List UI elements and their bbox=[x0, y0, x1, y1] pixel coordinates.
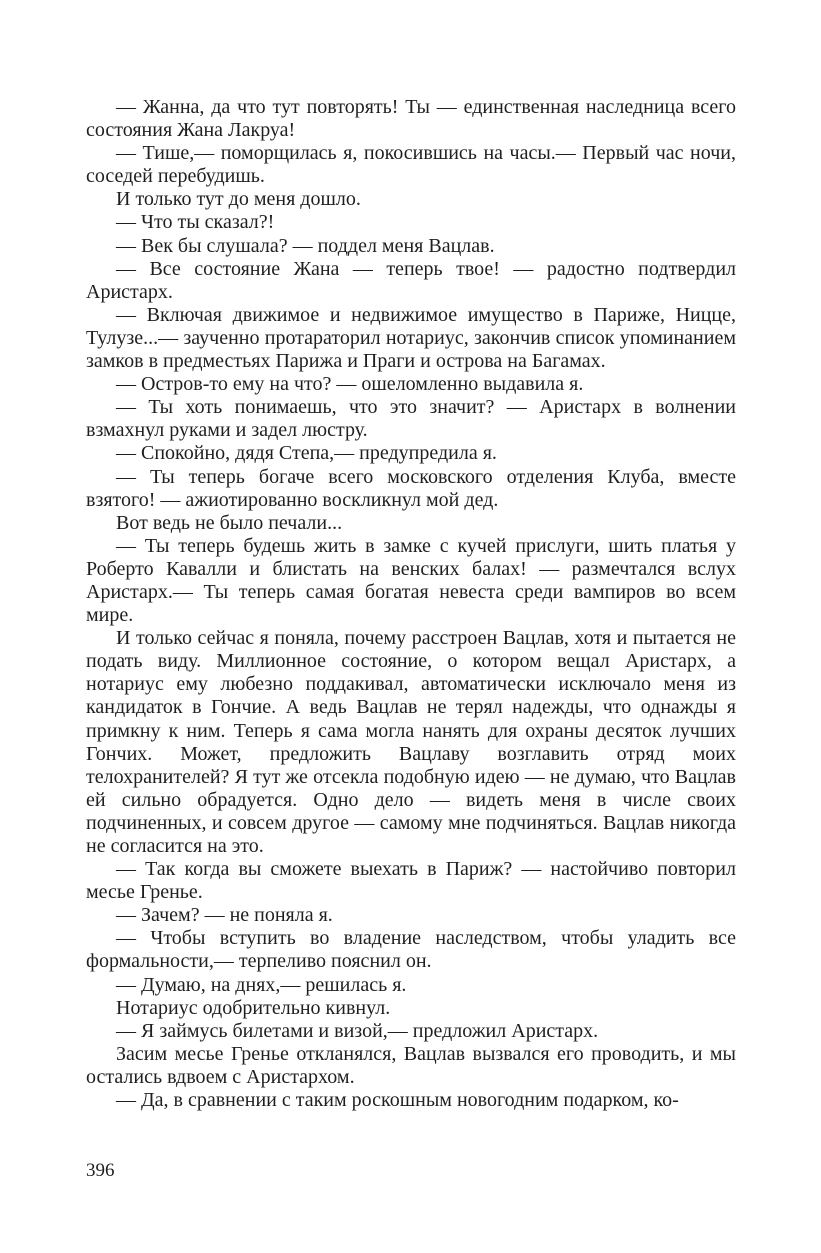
paragraph: — Ты теперь богаче всего московского отделения Клуба, вместе взятого! — ажиотированно воскликнул мой дед. bbox=[86, 465, 736, 511]
paragraph: — Что ты сказал?! bbox=[116, 211, 275, 234]
paragraph: И только тут до меня дошло. bbox=[116, 188, 361, 211]
paragraph: — Думаю, на днях,— решилась я. bbox=[116, 973, 407, 996]
paragraph: — Так когда вы сможете выехать в Париж? — настойчиво повторил месье Гренье. bbox=[86, 858, 736, 904]
paragraph: — Жанна, да что тут повторять! Ты — единственная наследница всего состояния Жана Лакруа! bbox=[86, 96, 736, 142]
paragraph: И только сейчас я поняла, почему расстроен Вацлав, хотя и пытается не подать виду. Миллионное состояние, о котором вещал Аристарх, а нотариус ему любезно поддакивал, автоматически исключало меня из кандидаток в Гончие. А ведь Вацлав не терял надежды, что однажды я примкну к ним. Теперь я сама могла нанять для охраны десяток лучших Гончих. Может, предложить Вацлаву возглавить отряд моих телохранителей? Я тут же отсекла подобную идею — не думаю, что Вацлав ей сильно обрадуется. Одно дело — видеть меня в числе своих подчиненных, и совсем другое — самому мне подчиняться. Вацлав никогда не согласится на это. bbox=[86, 627, 736, 857]
paragraph: — Остров-то ему на что? — ошеломленно выдавила я. bbox=[116, 373, 584, 396]
paragraph: Вот ведь не было печали... bbox=[116, 511, 343, 534]
paragraph: — Да, в сравнении с таким роскошным новогодним подарком, ко- bbox=[116, 1089, 679, 1112]
paragraph: — Все состояние Жана — теперь твое! — радостно подтвердил Аристарх. bbox=[86, 257, 736, 303]
paragraph: — Век бы слушала? — поддел меня Вацлав. bbox=[116, 234, 495, 257]
paragraph: Нотариус одобрительно кивнул. bbox=[116, 996, 391, 1019]
page-number: 396 bbox=[86, 1160, 115, 1181]
paragraph: Засим месье Гренье откланялся, Вацлав вызвался его проводить, и мы остались вдвоем с Аристархом. bbox=[86, 1042, 736, 1088]
paragraph: — Зачем? — не поняла я. bbox=[116, 904, 333, 927]
paragraph: — Тише,— поморщилась я, покосившись на часы.— Первый час ночи, соседей перебудишь. bbox=[86, 142, 736, 188]
paragraph: — Ты хоть понимаешь, что это значит? — Аристарх в волнении взмахнул руками и задел люстру. bbox=[86, 396, 736, 442]
paragraph: — Чтобы вступить во владение наследством, чтобы уладить все формальности,— терпеливо пояснил он. bbox=[86, 927, 736, 973]
book-page-text bbox=[86, 96, 736, 1112]
paragraph: — Спокойно, дядя Степа,— предупредила я. bbox=[116, 442, 497, 465]
paragraph: — Включая движимое и недвижимое имущество в Париже, Ницце, Тулузе...— заученно протараторил нотариус, закончив список упоминанием замков в предместьях Парижа и Праги и острова на Багамах. bbox=[86, 303, 736, 373]
paragraph: — Я займусь билетами и визой,— предложил Аристарх. bbox=[116, 1019, 599, 1042]
paragraph: — Ты теперь будешь жить в замке с кучей прислуги, шить платья у Роберто Кавалли и блистать на венских балах! — размечтался вслух Аристарх.— Ты теперь самая богатая невеста среди вампиров во всем мире. bbox=[86, 534, 736, 627]
